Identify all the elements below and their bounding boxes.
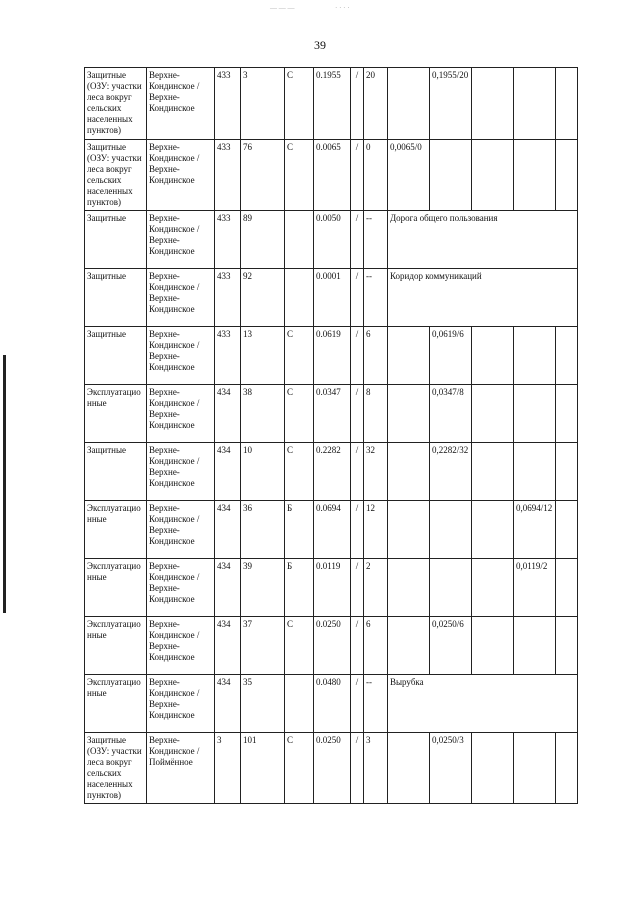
forestry-cell: Верхне-Кондинское / Верхне-Кондинское [147, 269, 215, 327]
species-cell: С [285, 385, 314, 443]
plot-cell: 10 [241, 443, 285, 501]
value-col-1-cell [388, 501, 430, 559]
category-cell: Защитные (ОЗУ: участки леса вокруг сельских населенных пунктов) [85, 68, 147, 140]
value-col-3-cell [472, 617, 514, 675]
separator-cell: / [351, 443, 364, 501]
binding-edge-mark [3, 355, 6, 613]
table-row [85, 68, 578, 140]
quarter-cell: 433 [215, 68, 241, 140]
area-cell: 0.0050 [314, 211, 351, 269]
count-cell: -- [364, 211, 388, 269]
plot-cell: 101 [241, 733, 285, 804]
area-cell: 0.1955 [314, 68, 351, 140]
area-cell: 0.0347 [314, 385, 351, 443]
count-cell: 2 [364, 559, 388, 617]
separator-cell: / [351, 501, 364, 559]
quarter-cell: 434 [215, 559, 241, 617]
table-row [85, 617, 578, 675]
forestry-cell: Верхне-Кондинское / Верхне-Кондинское [147, 68, 215, 140]
value-col-2-cell: 0,1955/20 [430, 68, 472, 140]
table-row [85, 559, 578, 617]
separator-cell: / [351, 211, 364, 269]
count-cell: 12 [364, 501, 388, 559]
table-row [85, 501, 578, 559]
scan-artifact-mark: — — — [270, 4, 295, 12]
category-cell: Эксплуатационные [85, 675, 147, 733]
value-col-4-cell [514, 327, 556, 385]
species-cell: С [285, 617, 314, 675]
quarter-cell: 433 [215, 269, 241, 327]
species-cell: Б [285, 559, 314, 617]
separator-cell: / [351, 327, 364, 385]
value-col-4-cell: 0,0694/12 [514, 501, 556, 559]
species-cell: С [285, 443, 314, 501]
table-row [85, 211, 578, 269]
count-cell: 3 [364, 733, 388, 804]
value-col-4-cell [514, 617, 556, 675]
count-cell: 8 [364, 385, 388, 443]
category-cell: Защитные [85, 327, 147, 385]
table-row [85, 327, 578, 385]
value-col-1-cell [388, 559, 430, 617]
species-cell: С [285, 68, 314, 140]
note-cell: Вырубка [388, 675, 578, 733]
separator-cell: / [351, 733, 364, 804]
forestry-cell: Верхне-Кондинское / Верхне-Кондинское [147, 675, 215, 733]
plot-cell: 89 [241, 211, 285, 269]
plot-cell: 76 [241, 140, 285, 211]
category-cell: Защитные [85, 211, 147, 269]
count-cell: 32 [364, 443, 388, 501]
value-col-3-cell [472, 733, 514, 804]
category-cell: Эксплуатационные [85, 501, 147, 559]
table-row [85, 269, 578, 327]
separator-cell: / [351, 559, 364, 617]
forestry-cell: Верхне-Кондинское / Поймённое [147, 733, 215, 804]
table-row [85, 140, 578, 211]
page-number: 39 [314, 38, 326, 52]
value-col-3-cell [472, 68, 514, 140]
species-cell: С [285, 733, 314, 804]
count-cell: 6 [364, 327, 388, 385]
empty-last-cell [556, 501, 578, 559]
empty-last-cell [556, 443, 578, 501]
forestry-cell: Верхне-Кондинское / Верхне-Кондинское [147, 559, 215, 617]
empty-last-cell [556, 140, 578, 211]
forestry-cell: Верхне-Кондинское / Верхне-Кондинское [147, 140, 215, 211]
value-col-2-cell [430, 140, 472, 211]
area-cell: 0.0119 [314, 559, 351, 617]
plot-cell: 13 [241, 327, 285, 385]
separator-cell: / [351, 140, 364, 211]
value-col-3-cell [472, 327, 514, 385]
area-cell: 0.2282 [314, 443, 351, 501]
species-cell: С [285, 327, 314, 385]
plot-cell: 37 [241, 617, 285, 675]
value-col-3-cell [472, 385, 514, 443]
value-col-2-cell [430, 501, 472, 559]
count-cell: 0 [364, 140, 388, 211]
table-row [85, 443, 578, 501]
area-cell: 0.0065 [314, 140, 351, 211]
value-col-4-cell: 0,0119/2 [514, 559, 556, 617]
value-col-1-cell [388, 68, 430, 140]
species-cell [285, 211, 314, 269]
value-col-1-cell [388, 733, 430, 804]
separator-cell: / [351, 385, 364, 443]
value-col-3-cell [472, 501, 514, 559]
count-cell: -- [364, 675, 388, 733]
value-col-2-cell: 0,2282/32 [430, 443, 472, 501]
category-cell: Эксплуатационные [85, 385, 147, 443]
value-col-1-cell [388, 617, 430, 675]
count-cell: 20 [364, 68, 388, 140]
category-cell: Защитные (ОЗУ: участки леса вокруг сельских населенных пунктов) [85, 140, 147, 211]
forestry-cell: Верхне-Кондинское / Верхне-Кондинское [147, 327, 215, 385]
count-cell: 6 [364, 617, 388, 675]
scan-artifact-mark: · · · · [335, 4, 350, 12]
area-cell: 0.0694 [314, 501, 351, 559]
count-cell: -- [364, 269, 388, 327]
category-cell: Эксплуатационные [85, 559, 147, 617]
value-col-4-cell [514, 140, 556, 211]
species-cell [285, 675, 314, 733]
species-cell: С [285, 140, 314, 211]
forestry-cell: Верхне-Кондинское / Верхне-Кондинское [147, 617, 215, 675]
category-cell: Защитные [85, 269, 147, 327]
area-cell: 0.0001 [314, 269, 351, 327]
separator-cell: / [351, 617, 364, 675]
separator-cell: / [351, 269, 364, 327]
empty-last-cell [556, 385, 578, 443]
species-cell [285, 269, 314, 327]
quarter-cell: 434 [215, 617, 241, 675]
note-cell: Дорога общего пользования [388, 211, 578, 269]
value-col-2-cell: 0,0619/6 [430, 327, 472, 385]
species-cell: Б [285, 501, 314, 559]
category-cell: Защитные (ОЗУ: участки леса вокруг сельских населенных пунктов) [85, 733, 147, 804]
quarter-cell: 433 [215, 327, 241, 385]
empty-last-cell [556, 617, 578, 675]
quarter-cell: 434 [215, 385, 241, 443]
value-col-4-cell [514, 443, 556, 501]
forestry-cell: Верхне-Кондинское / Верхне-Кондинское [147, 443, 215, 501]
value-col-4-cell [514, 385, 556, 443]
forestry-cell: Верхне-Кондинское / Верхне-Кондинское [147, 385, 215, 443]
quarter-cell: 434 [215, 501, 241, 559]
value-col-1-cell [388, 327, 430, 385]
plot-cell: 35 [241, 675, 285, 733]
quarter-cell: 434 [215, 675, 241, 733]
plot-cell: 3 [241, 68, 285, 140]
value-col-2-cell [430, 559, 472, 617]
value-col-1-cell [388, 443, 430, 501]
value-col-3-cell [472, 443, 514, 501]
empty-last-cell [556, 733, 578, 804]
value-col-4-cell [514, 68, 556, 140]
forestry-cell: Верхне-Кондинское / Верхне-Кондинское [147, 211, 215, 269]
plot-cell: 36 [241, 501, 285, 559]
quarter-cell: 434 [215, 443, 241, 501]
value-col-1-cell [388, 385, 430, 443]
value-col-1-cell: 0,0065/0 [388, 140, 430, 211]
plot-cell: 38 [241, 385, 285, 443]
value-col-2-cell: 0,0250/6 [430, 617, 472, 675]
table-row [85, 733, 578, 804]
value-col-3-cell [472, 140, 514, 211]
area-cell: 0.0250 [314, 733, 351, 804]
empty-last-cell [556, 559, 578, 617]
separator-cell: / [351, 68, 364, 140]
empty-last-cell [556, 327, 578, 385]
category-cell: Эксплуатационные [85, 617, 147, 675]
value-col-3-cell [472, 559, 514, 617]
separator-cell: / [351, 675, 364, 733]
table-row [85, 385, 578, 443]
area-cell: 0.0480 [314, 675, 351, 733]
empty-last-cell [556, 68, 578, 140]
table-row [85, 675, 578, 733]
plot-cell: 39 [241, 559, 285, 617]
plot-cell: 92 [241, 269, 285, 327]
forestry-cell: Верхне-Кондинское / Верхне-Кондинское [147, 501, 215, 559]
value-col-4-cell [514, 733, 556, 804]
note-cell: Коридор коммуникаций [388, 269, 578, 327]
quarter-cell: 433 [215, 211, 241, 269]
area-cell: 0.0619 [314, 327, 351, 385]
value-col-2-cell: 0,0250/3 [430, 733, 472, 804]
value-col-2-cell: 0,0347/8 [430, 385, 472, 443]
quarter-cell: 3 [215, 733, 241, 804]
area-cell: 0.0250 [314, 617, 351, 675]
forest-plots-table [84, 67, 578, 804]
quarter-cell: 433 [215, 140, 241, 211]
category-cell: Защитные [85, 443, 147, 501]
